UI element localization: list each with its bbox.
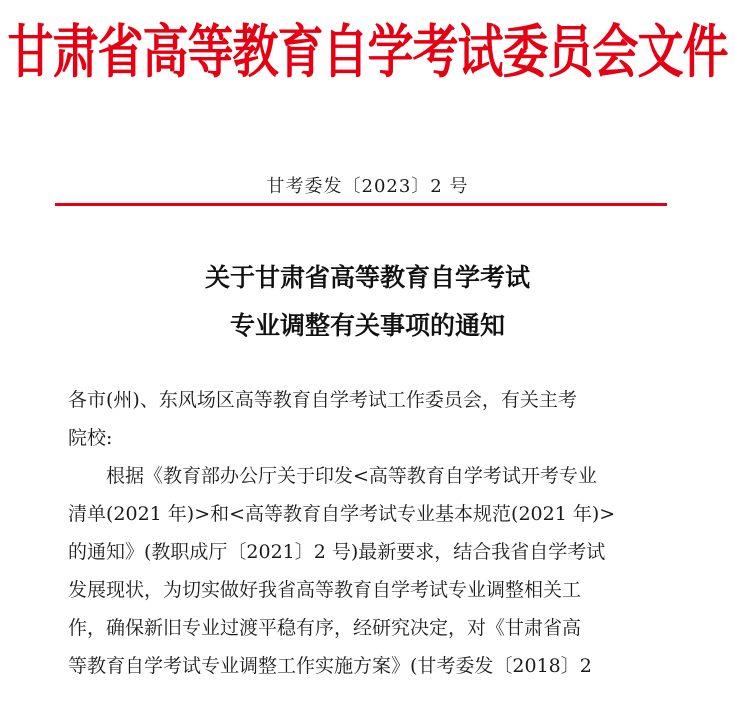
paragraph-line: 根据《教育部办公厅关于印发<高等教育自学考试开考专业 xyxy=(106,465,597,487)
document-number: 甘考委发〔2023〕2 号 xyxy=(266,176,469,197)
paragraph-line: 作，确保新旧专业过渡平稳有序，经研究决定，对《甘肃省高 xyxy=(68,617,582,639)
addressee-line: 院校: xyxy=(68,427,113,449)
document-header-title: 甘肃省高等教育自学考试委员会文件 xyxy=(7,17,728,86)
notice-title-line-1: 关于甘肃省高等教育自学考试 xyxy=(204,263,530,292)
paragraph-line: 清单(2021 年)>和<高等教育自学考试专业基本规范(2021 年)> xyxy=(68,503,616,525)
notice-title-line-2: 专业调整有关事项的通知 xyxy=(229,311,505,340)
body-paragraph xyxy=(68,457,668,685)
red-divider-line xyxy=(55,203,667,206)
addressee xyxy=(68,381,668,457)
paragraph-line: 等教育自学考试专业调整工作实施方案》(甘考委发〔2018〕2 xyxy=(68,655,592,677)
paragraph-line: 发展现状，为切实做好我省高等教育自学考试专业调整相关工 xyxy=(68,579,582,601)
paragraph-line: 的通知》(教职成厅〔2021〕2 号)最新要求，结合我省自学考试 xyxy=(68,541,606,563)
addressee-line: 各市(州)、东风场区高等教育自学考试工作委员会，有关主考 xyxy=(68,389,577,411)
